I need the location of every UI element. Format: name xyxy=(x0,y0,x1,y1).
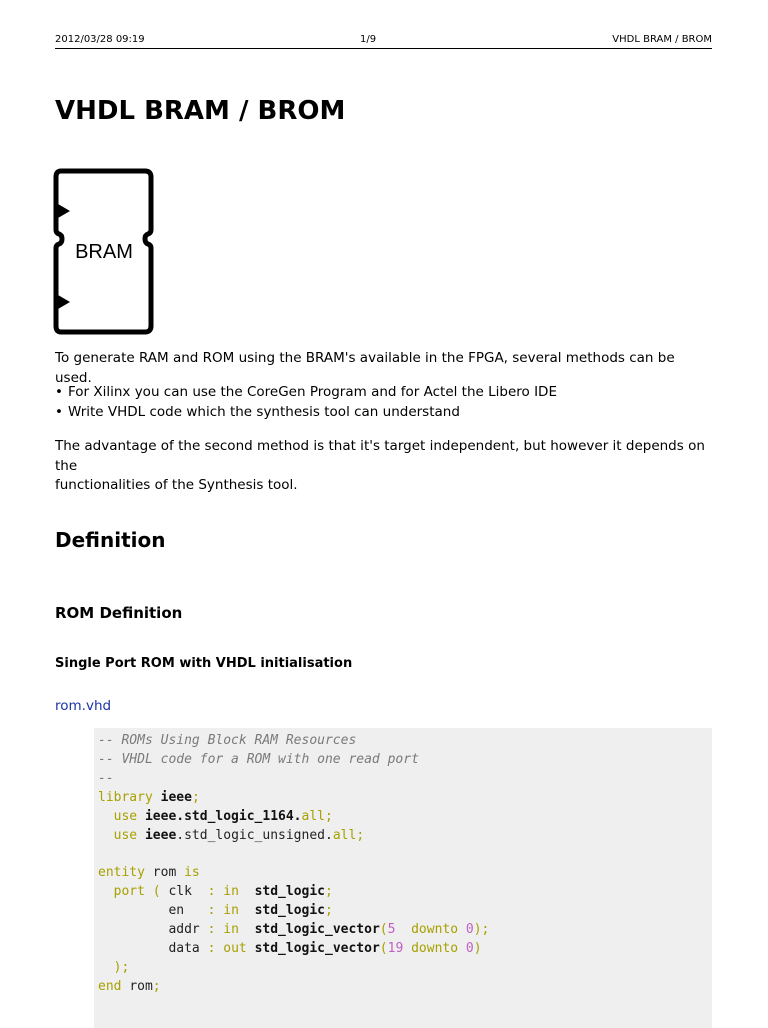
code-comment: -- VHDL code for a ROM with one read port xyxy=(98,751,419,767)
header-date: 2012/03/28 09:19 xyxy=(55,34,145,45)
code-block xyxy=(94,728,712,1028)
header-doc-title: VHDL BRAM / BROM xyxy=(612,34,712,45)
code-comment: -- ROMs Using Block RAM Resources xyxy=(98,733,357,748)
bram-symbol-label: BRAM xyxy=(75,241,133,263)
list-item: • Write VHDL code which the synthesis tool can understand xyxy=(55,403,557,423)
advantage-line-1: The advantage of the second method is that it's target independent, but however it depends on the xyxy=(55,438,705,474)
header-page-number: 1/9 xyxy=(360,34,377,45)
list-item: • For Xilinx you can use the CoreGen Program and for Actel the Libero IDE xyxy=(55,383,557,403)
intro-paragraph: To generate RAM and ROM using the BRAM's available in the FPGA, several methods can be used. xyxy=(55,350,675,386)
bram-symbol-icon xyxy=(53,168,155,336)
subsubsection-heading-single-port: Single Port ROM with VHDL initialisation xyxy=(55,656,353,671)
subsection-heading-rom: ROM Definition xyxy=(55,604,183,622)
file-link-rom-vhd[interactable]: rom.vhd xyxy=(55,698,112,714)
page-title: VHDL BRAM / BROM xyxy=(55,96,346,126)
page-header xyxy=(55,34,712,49)
code-listing: -- ROMs Using Block RAM Resources -- VHDL code for a ROM with one read port -- library ieee; use ieee.std_logic_1164.all; use ieee.std_logic_unsigned.all; entity rom is port ( clk : in std_logic; en : in std_logic; addr : in std_logic_vector(5 downto 0); data : out std_logic_vector(19 downto 0) ); end rom; xyxy=(98,733,490,994)
methods-list xyxy=(55,383,557,422)
section-heading-definition: Definition xyxy=(55,528,166,552)
code-comment: -- xyxy=(98,770,114,786)
advantage-paragraph xyxy=(55,437,715,496)
advantage-line-2: functionalities of the Synthesis tool. xyxy=(55,477,298,493)
